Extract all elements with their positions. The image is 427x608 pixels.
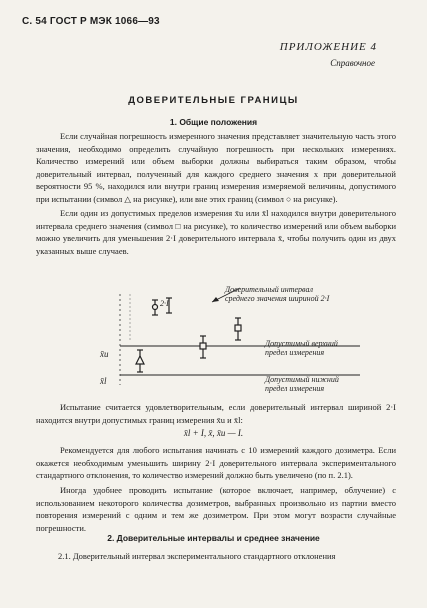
interval-bar-circle-upper <box>152 300 158 315</box>
paragraph-note: Иногда удобнее проводить испытание (которое включает, например, облучение) с использованием некоторого количества дозиметров, выбранных произвольно из партии вместо повторения измерений с одним и тем же дозиметром. При этом могут возрасти случайные погрешности. <box>36 485 396 533</box>
paragraph-recommendation: Рекомендуется для любого испытания начинать с 10 измерений каждого дозиметра. Если окажется необходимым уменьшить ширину 2·I доверительного интервала экспериментального стандартного отклонения, то количество измерений должно быть увеличено (по п. 2.1). <box>36 445 396 481</box>
interval-bar-square-1 <box>200 336 206 358</box>
paragraph-general-1: Если случайная погрешность измеренного значения представляет значительную часть этого значения, необходимо определить случайную погрешность при нескольких измерениях. Количество измерений или объем выборки должны выбираться таким образом, чтобы доверительный интервал, полученный для каждого среднего значения x при доверительной вероятности 95 %, находился или внутри границ измерения измеряемой величины, допустимого при испытании (символ △ на рисунке), или вне этих границ (символ ○ на рисунке). <box>36 131 396 204</box>
appendix-title: ПРИЛОЖЕНИЕ 4 <box>279 41 377 53</box>
axis-label-upper: x̄u <box>100 349 109 359</box>
section-title: ДОВЕРИТЕЛЬНЫЕ ГРАНИЦЫ <box>128 95 299 106</box>
formula: x̄l + I, x̄, x̄u — I. <box>183 428 244 438</box>
appendix-subtitle: Справочное <box>330 58 375 68</box>
subsection-2-title: 2. Доверительные интервалы и среднее значение <box>107 533 320 543</box>
interval-bar-triangle <box>136 350 144 372</box>
paragraph-2-1: 2.1. Доверительный интервал экспериментального стандартного отклонения <box>58 551 336 561</box>
axis-label-lower: x̄l <box>100 376 107 386</box>
subsection-1-title: 1. Общие положения <box>169 117 258 127</box>
label-upper-limit: Допустимый верхний предел измерения <box>265 339 338 357</box>
paragraph-general-2: Если один из допустимых пределов измерения x̄u или x̄l находился внутри доверительного интервала среднего значения (символ □ на рисунке), то количество измерений или объем выборки можно увеличить для уменьшения 2·I доверительного интервала x̄, чтобы получить один из двух указанных выше случаев. <box>36 208 396 256</box>
interval-mark: 2·I <box>160 299 169 308</box>
label-lower-limit: Допустимый нижний предел измерения <box>265 375 339 393</box>
paragraph-test-criterion: Испытание считается удовлетворительным, если доверительный интервал шириной 2·I находится внутри допустимых границ измерения x̄u и x̄l: <box>36 402 396 425</box>
interval-bar-square-2 <box>235 318 241 340</box>
label-confidence-interval: Доверительный интервал среднего значения шириной 2·I <box>225 285 330 303</box>
running-head: С. 54 ГОСТ Р МЭК 1066—93 <box>22 16 160 27</box>
